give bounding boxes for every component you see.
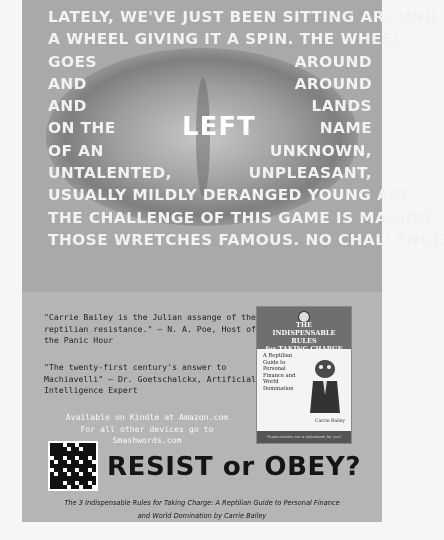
headline: RESIST or OBEY? [107, 452, 362, 482]
footer-line: and World Domination by Carrie Bailey [137, 511, 267, 520]
poster-line: THOSE WRETCHES FAMOUS. NO CHALLENGE [48, 230, 444, 249]
availability-line: Available on Kindle at Amazon.com [65, 412, 229, 422]
poster-line: GOES AROUND [48, 52, 372, 71]
lizard-figure-icon [307, 355, 343, 415]
poster-line: USUALLY MILDLY DERANGED YOUNG APE. [48, 186, 419, 205]
footer-line: The 3 Indispensable Rules for Taking Charge: A Reptilian Guide to Personal Finance [64, 499, 340, 507]
eye-word: LEFT [182, 112, 256, 142]
qr-module [92, 485, 96, 489]
availability-line: Smashwords.com [112, 435, 182, 445]
poster-line: AND AROUND [48, 74, 372, 93]
book-cover [256, 306, 352, 444]
book-title: THE INDISPENSABLE RULES for TAKING CHARGE [265, 321, 343, 353]
poster-line: OF AN UNKNOWN, [48, 141, 372, 160]
book-cover-header [257, 307, 351, 353]
poster [22, 0, 444, 522]
footer-credit [32, 497, 372, 522]
poster-line: AND LANDS [48, 97, 372, 116]
qr-code-pattern [50, 443, 96, 489]
poster-line: UNTALENTED, UNPLEASANT, [48, 164, 372, 183]
qr-code[interactable] [48, 441, 98, 491]
book-tagline: "Super-villains are a dollarbook for you" [257, 431, 351, 443]
poster-line: THE CHALLENGE OF THIS GAME IS MAKING [48, 208, 433, 227]
book-author: Carrie Bailey [315, 419, 346, 424]
poster-line: ON THE NAME [48, 119, 372, 138]
poster-text-block [48, 6, 444, 251]
quote-goetschalckx: "The twenty-first century's answer to Machiavelli" — Dr. Goetschalckx, Artificial Intelligence Expert [44, 362, 256, 395]
book-subtitle: A Reptilian Guide to Personal Finance and World Domination [263, 353, 296, 392]
poster-line: LATELY, WE'VE JUST BEEN SITTING AROUND [48, 8, 438, 26]
availability-line: For all other devices go to [80, 423, 214, 434]
poster-line: A WHEEL GIVING IT A SPIN. THE WHEEL [48, 30, 404, 49]
quote-poe: "Carrie Bailey is the Julian assange of the reptilian resistance." — N. A. Poe, Host of the Panic Hour [44, 312, 256, 345]
